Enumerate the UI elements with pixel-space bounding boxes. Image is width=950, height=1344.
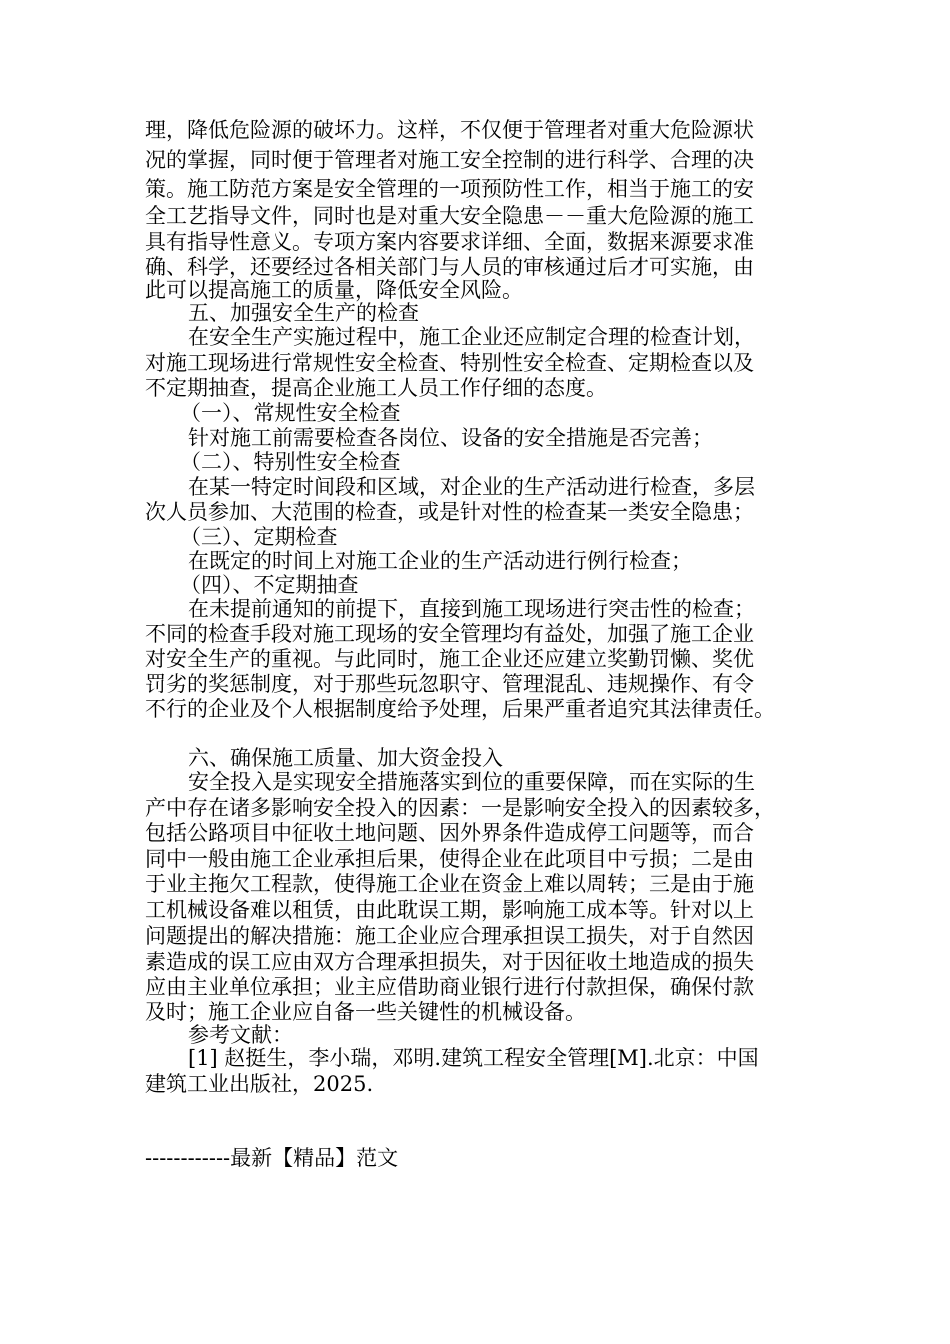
- body-line: 产中存在诸多影响安全投入的因素：一是影响安全投入的因素较多，: [145, 796, 775, 820]
- body-line: 针对施工前需要检查各岗位、设备的安全措施是否完善；: [188, 426, 713, 450]
- body-line: 工机械设备难以租赁，由此耽误工期，影响施工成本等。针对以上: [145, 898, 754, 922]
- body-line: 问题提出的解决措施：施工企业应合理承担误工损失，对于自然因: [145, 924, 754, 948]
- body-line: 在安全生产实施过程中，施工企业还应制定合理的检查计划，: [188, 325, 755, 349]
- body-line: 及时；施工企业应自备一些关键性的机械设备。: [145, 1000, 586, 1024]
- body-line: 不定期抽查，提高企业施工人员工作仔细的态度。: [145, 376, 607, 400]
- body-line: 同中一般由施工企业承担后果，使得企业在此项目中亏损；二是由: [145, 847, 754, 871]
- body-line: 安全投入是实现安全措施落实到位的重要保障，而在实际的生: [188, 770, 755, 794]
- body-line: 次人员参加、大范围的检查，或是针对性的检查某一类安全隐患；: [145, 500, 754, 524]
- body-line: 策。施工防范方案是安全管理的一项预防性工作，相当于施工的安: [145, 177, 754, 201]
- body-line: 对安全生产的重视。与此同时，施工企业还应建立奖勤罚懒、奖优: [145, 647, 754, 671]
- references-heading: 参考文献：: [188, 1023, 293, 1047]
- body-line: 不同的检查手段对施工现场的安全管理均有益处，加强了施工企业: [145, 622, 754, 646]
- body-line: 此可以提高施工的质量，降低安全风险。: [145, 278, 523, 302]
- reference-item: 建筑工业出版社，2025.: [145, 1072, 374, 1096]
- body-line: 况的掌握，同时便于管理者对施工安全控制的进行科学、合理的决: [145, 148, 754, 172]
- body-line: 应由主业单位承担；业主应借助商业银行进行付款担保，确保付款: [145, 975, 754, 999]
- subsection-heading: （三）、定期检查: [180, 525, 338, 549]
- section-heading: 六、确保施工质量、加大资金投入: [188, 746, 503, 770]
- body-line: 全工艺指导文件，同时也是对重大安全隐患－－重大危险源的施工: [145, 204, 754, 228]
- body-line: 对施工现场进行常规性安全检查、特别性安全检查、定期检查以及: [145, 351, 754, 375]
- body-line: 在未提前通知的前提下，直接到施工现场进行突击性的检查；: [188, 597, 755, 621]
- section-heading: 五、加强安全生产的检查: [188, 301, 419, 325]
- body-line: 于业主拖欠工程款，使得施工企业在资金上难以周转；三是由于施: [145, 872, 754, 896]
- subsection-heading: （四）、不定期抽查: [180, 573, 359, 597]
- footer-text: ------------最新【精品】范文: [145, 1146, 399, 1170]
- body-line: 在既定的时间上对施工企业的生产活动进行例行检查；: [188, 549, 692, 573]
- body-line: 不行的企业及个人根据制度给予处理，后果严重者追究其法律责任。: [145, 697, 775, 721]
- body-line: 素造成的误工应由双方合理承担损失，对于因征收土地造成的损失: [145, 950, 754, 974]
- body-line: 具有指导性意义。专项方案内容要求详细、全面，数据来源要求准: [145, 230, 754, 254]
- body-line: 确、科学，还要经过各相关部门与人员的审核通过后才可实施，由: [145, 255, 754, 279]
- body-line: 理，降低危险源的破坏力。这样，不仅便于管理者对重大危险源状: [145, 118, 754, 142]
- reference-item: [1] 赵挺生，李小瑞，邓明.建筑工程安全管理[M].北京：中国: [188, 1046, 759, 1070]
- subsection-heading: （一）、常规性安全检查: [180, 401, 401, 425]
- body-line: 包括公路项目中征收土地问题、因外界条件造成停工问题等，而合: [145, 821, 754, 845]
- subsection-heading: （二）、特别性安全检查: [180, 450, 401, 474]
- body-line: 罚劣的奖惩制度，对于那些玩忽职守、管理混乱、违规操作、有令: [145, 672, 754, 696]
- body-line: 在某一特定时间段和区域，对企业的生产活动进行检查，多层: [188, 475, 755, 499]
